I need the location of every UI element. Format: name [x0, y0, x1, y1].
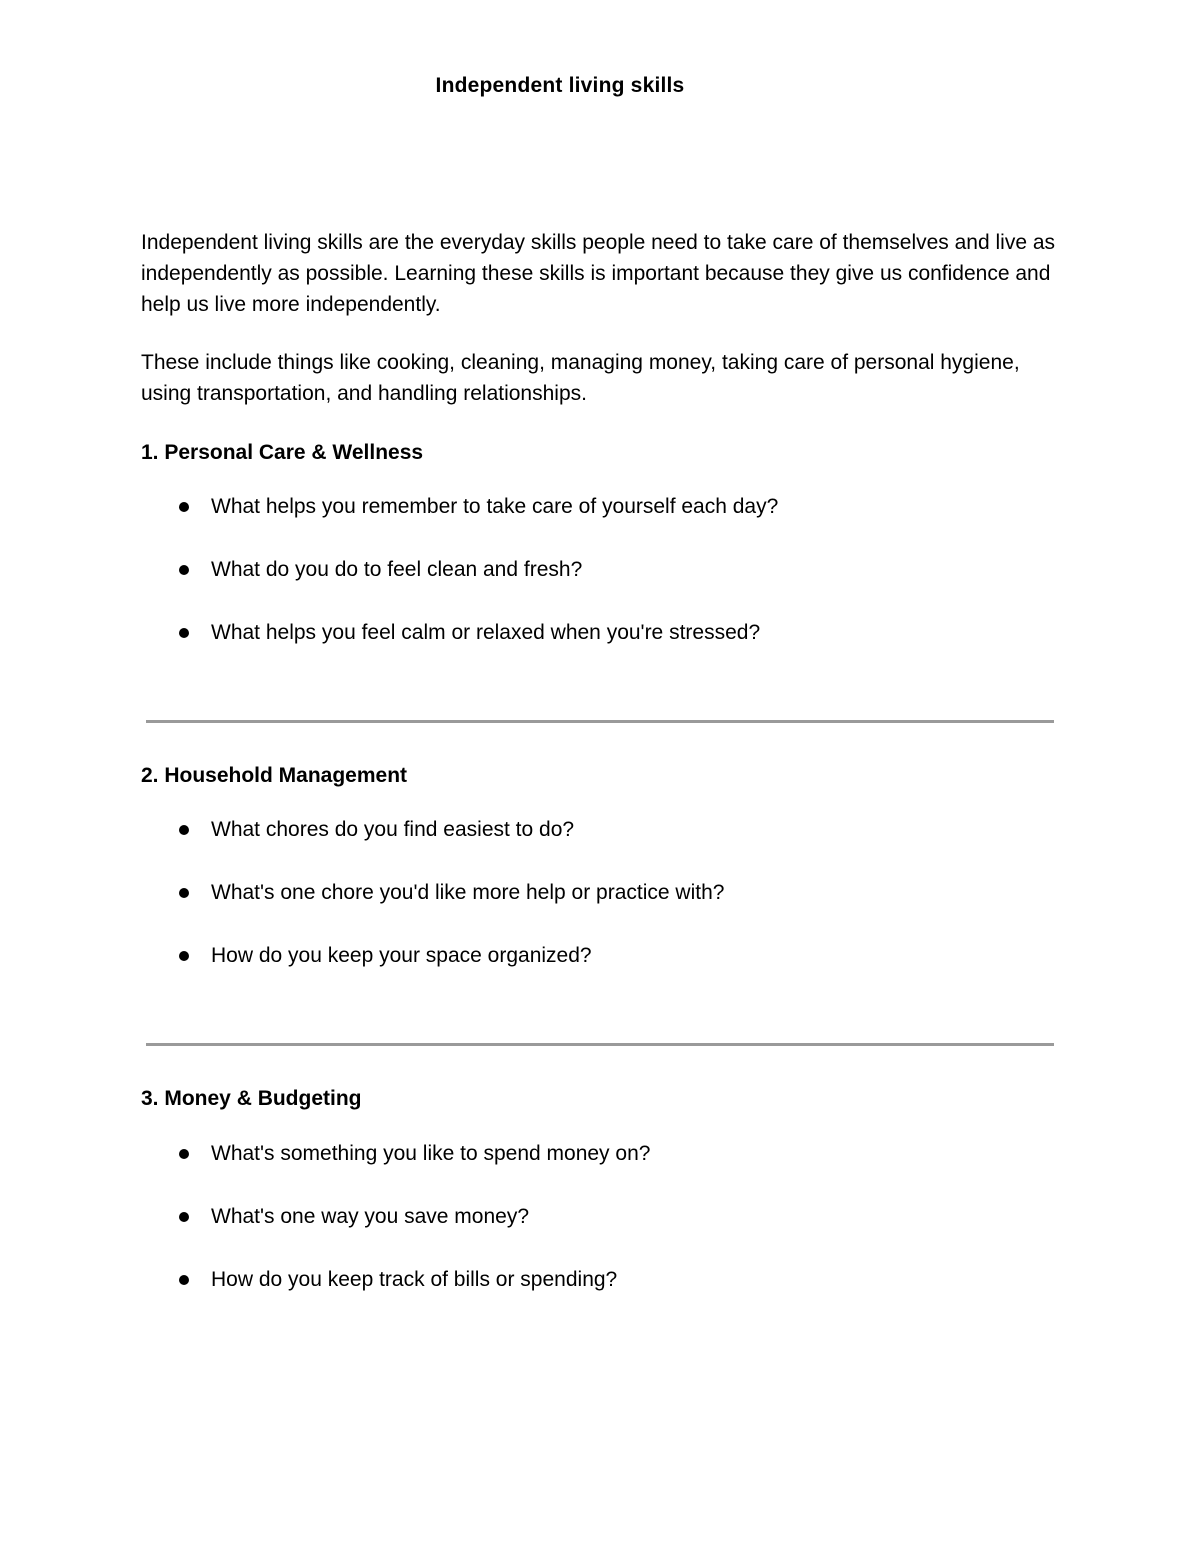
bullet-icon: [179, 825, 189, 835]
question-list-personal-care: [141, 493, 1081, 682]
list-item: [141, 879, 1081, 942]
question-text: How do you keep your space organized?: [211, 944, 592, 967]
bullet-icon: [179, 565, 189, 575]
bullet-icon: [179, 628, 189, 638]
list-item: [141, 493, 1081, 556]
list-item: [141, 1203, 1081, 1266]
question-list-household: [141, 816, 1081, 1005]
question-text: What helps you remember to take care of yourself each day?: [211, 495, 779, 518]
bullet-icon: [179, 1212, 189, 1222]
section-heading-personal-care: 1. Personal Care & Wellness: [141, 441, 424, 464]
bullet-icon: [179, 888, 189, 898]
list-item: [141, 1266, 1081, 1329]
question-text: What's one way you save money?: [211, 1205, 530, 1228]
section-heading-household: 2. Household Management: [141, 764, 408, 787]
question-text: What helps you feel calm or relaxed when you're stressed?: [211, 621, 761, 644]
section-divider: [146, 1043, 1054, 1046]
question-text: What chores do you find easiest to do?: [211, 818, 575, 841]
question-text: What's something you like to spend money on?: [211, 1142, 651, 1165]
bullet-icon: [179, 1275, 189, 1285]
question-text: What's one chore you'd like more help or practice with?: [211, 881, 725, 904]
bullet-icon: [179, 502, 189, 512]
question-text: What do you do to feel clean and fresh?: [211, 558, 583, 581]
section-heading-money: 3. Money & Budgeting: [141, 1087, 362, 1110]
bullet-icon: [179, 1149, 189, 1159]
document-title: Independent living skills: [435, 74, 685, 97]
list-item: [141, 942, 1081, 1005]
intro-paragraph: Independent living skills are the everyday skills people need to take care of themselves and live as independently as possible. Learning these skills is important because they give us confidence and help us live more independently.: [141, 231, 1056, 316]
question-list-money: [141, 1140, 1081, 1329]
bullet-icon: [179, 951, 189, 961]
intro-paragraph: These include things like cooking, cleaning, managing money, taking care of personal hygiene, using transportation, and handling relationships.: [141, 351, 1020, 405]
question-text: How do you keep track of bills or spending?: [211, 1268, 618, 1291]
list-item: [141, 556, 1081, 619]
list-item: [141, 619, 1081, 682]
section-divider: [146, 720, 1054, 723]
list-item: [141, 816, 1081, 879]
list-item: [141, 1140, 1081, 1203]
